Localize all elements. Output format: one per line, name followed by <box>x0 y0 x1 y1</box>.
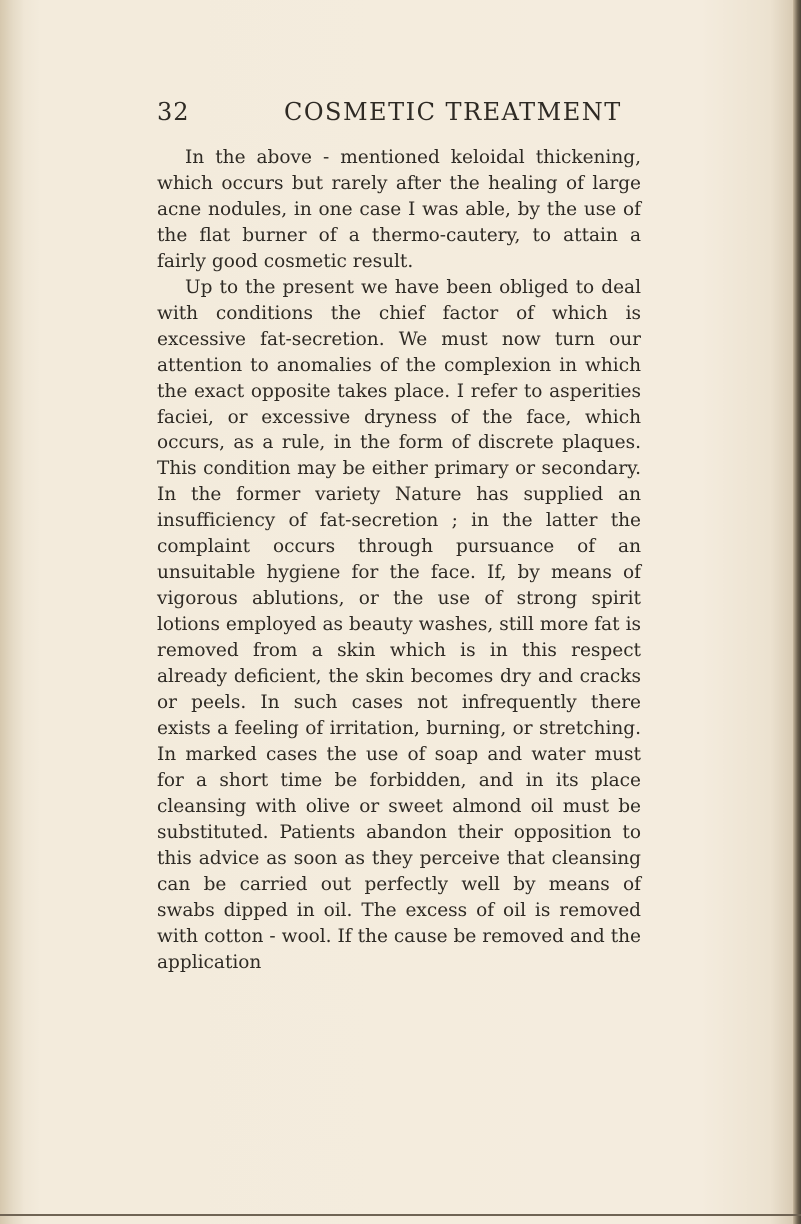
paragraph-keloidal: In the above - mentioned keloidal thickening, which occurs but rarely after the healing of large acne nodules, in one case I was able, by the use of the flat burner of a thermo-cautery, to attain a fairly good cosmetic result. <box>157 147 641 272</box>
paragraph-asperities: Up to the present we have been obliged to deal with conditions the chief factor of which is excessive fat-secretion. We must now turn our attention to anomalies of the complexion in which the exact opposite takes place. I refer to asperities faciei, or excessive dryness of the face, which occurs, as a rule, in the form of discrete plaques. This condition may be either primary or secondary. In the former variety Nature has supplied an insufficiency of fat-secretion ; in the latter the complaint occurs through pursuance of an unsuitable hygiene for the face. If, by means of vigorous ablutions, or the use of strong spirit lotions employed as beauty washes, still more fat is removed from a skin which is in this respect already deficient, the skin becomes dry and cracks or peels. In such cases not infrequently there exists a feeling of irritation, burning, or stretching. In marked cases the use of soap and water must for a short time be forbidden, and in its place cleansing with olive or sweet almond oil must be substituted. Patients abandon their opposition to this advice as soon as they perceive that cleansing can be carried out perfectly well by means of swabs dipped in oil. The excess of oil is removed with cotton - wool. If the cause be removed and the application <box>157 276 641 973</box>
page-header <box>0 92 801 132</box>
page-number: 32 <box>157 98 190 126</box>
body-text <box>157 145 641 976</box>
page-bottom-edge <box>0 1214 801 1216</box>
page-gutter-shadow <box>0 0 24 1224</box>
running-head: COSMETIC TREATMENT <box>284 98 622 126</box>
page-edge <box>793 0 801 1224</box>
